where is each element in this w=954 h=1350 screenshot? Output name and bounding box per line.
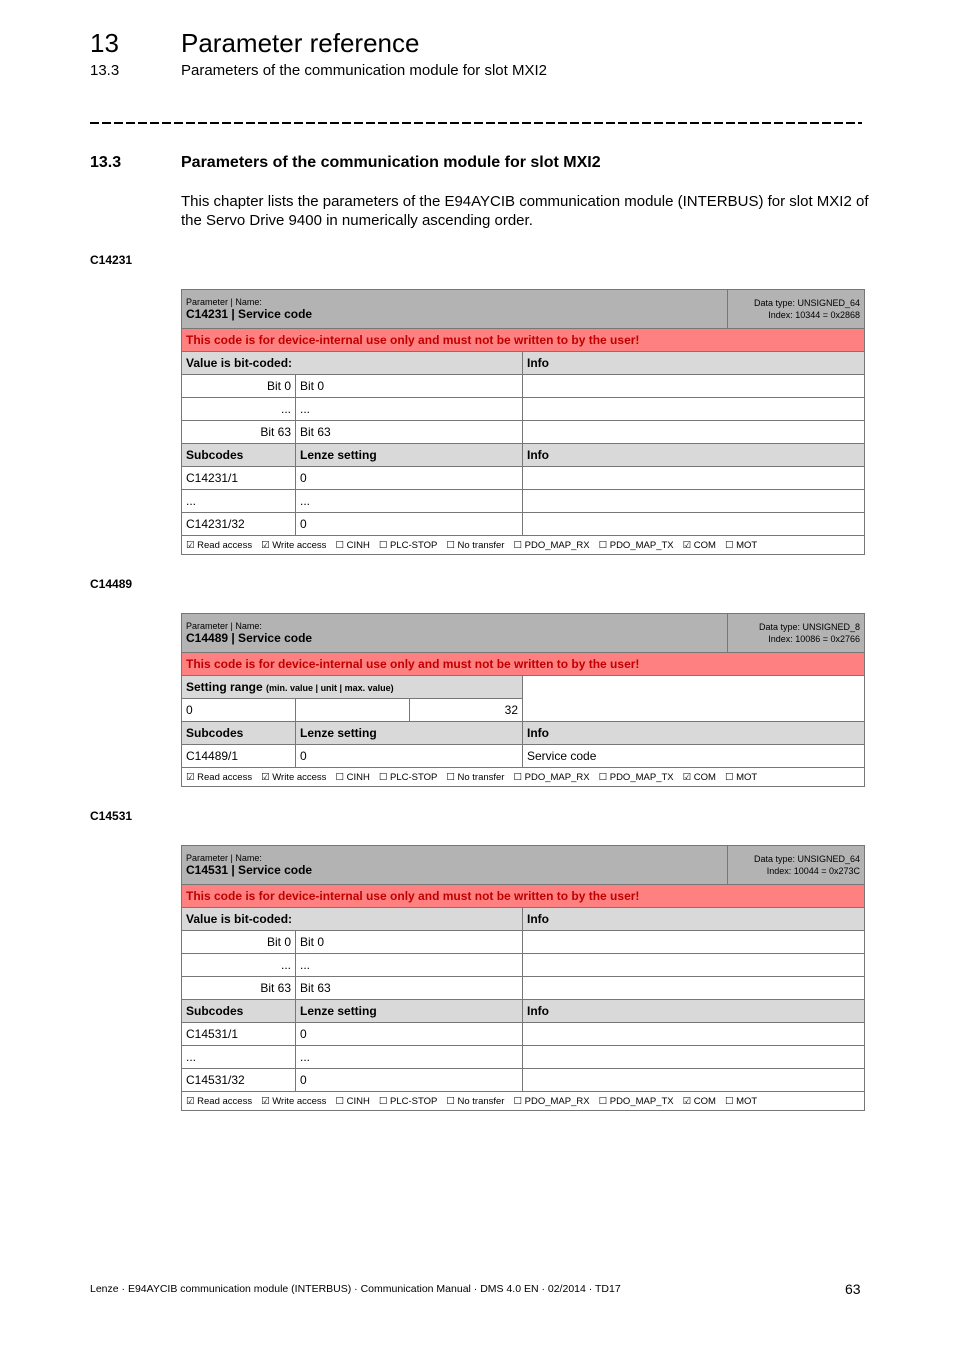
value-bitcoded-header: Value is bit-coded: [182, 908, 523, 931]
flag-pdo-map-rx: ☐ PDO_MAP_RX [513, 771, 590, 783]
info-header: Info [523, 1000, 865, 1023]
subcode: C14231/32 [182, 513, 296, 536]
data-type: Data type: UNSIGNED_64 [754, 854, 861, 864]
bit-label: ... [182, 398, 296, 421]
bit-info [523, 421, 865, 444]
param-name-cell [182, 290, 728, 329]
index: Index: 10086 = 0x2766 [768, 634, 861, 644]
param-name-cell [182, 846, 728, 885]
flag-pdo-map-tx: ☐ PDO_MAP_TX [598, 1095, 674, 1107]
flag-write-access: ☑ Write access [261, 771, 327, 783]
section-title-header: Parameters of the communication module for slot MXI2 [181, 62, 547, 79]
flag-cinh: ☐ CINH [335, 539, 370, 551]
code-heading-c14531: C14531 [90, 809, 133, 823]
lenze-setting: 0 [296, 1023, 523, 1046]
lenze-setting: 0 [296, 467, 523, 490]
code-heading-c14489: C14489 [90, 577, 133, 591]
flag-cinh: ☐ CINH [335, 1095, 370, 1107]
index: Index: 10044 = 0x273C [766, 866, 861, 876]
info-header: Info [523, 444, 865, 467]
footer-text: Lenze · E94AYCIB communication module (INTERBUS) · Communication Manual · DMS 4.0 EN · 02/2014 · TD17 [90, 1283, 621, 1295]
param-name: C14231 | Service code [186, 307, 313, 321]
section-number: 13.3 [90, 154, 122, 171]
bit-label: Bit 63 [182, 977, 296, 1000]
param-table-c14489 [181, 613, 865, 787]
bit-value: Bit 63 [296, 421, 523, 444]
flag-pdo-map-rx: ☐ PDO_MAP_RX [513, 539, 590, 551]
code-heading-c14231: C14231 [90, 253, 133, 267]
flag-plc-stop: ☐ PLC-STOP [378, 1095, 438, 1107]
subcode: C14489/1 [182, 745, 296, 768]
param-name-label: Parameter | Name: [186, 853, 262, 863]
subcodes-header: Subcodes [182, 1000, 296, 1023]
flag-pdo-map-tx: ☐ PDO_MAP_TX [598, 539, 674, 551]
warning-row: This code is for device-internal use only and must not be written to by the user! [182, 329, 865, 352]
flag-no-transfer: ☐ No transfer [446, 1095, 505, 1107]
bit-info [523, 977, 865, 1000]
access-flags [182, 536, 865, 555]
bit-label: Bit 63 [182, 421, 296, 444]
setting-range-header [182, 676, 523, 699]
flag-mot: ☐ MOT [724, 539, 758, 551]
flag-mot: ☐ MOT [724, 771, 758, 783]
setting-range-label: Setting range [186, 680, 263, 694]
bit-info [523, 375, 865, 398]
lenze-setting-header: Lenze setting [296, 444, 523, 467]
range-unit [296, 699, 410, 722]
flag-com: ☑ COM [682, 1095, 716, 1107]
subcode-info: Service code [523, 745, 865, 768]
bit-info [523, 398, 865, 421]
lenze-setting: 0 [296, 513, 523, 536]
param-name-label: Parameter | Name: [186, 621, 262, 631]
intro-paragraph: This chapter lists the parameters of the E94AYCIB communication module (INTERBUS) for slot MXI2 of the Servo Drive 9400 in numerically ascending order. [181, 193, 869, 229]
access-flags [182, 768, 865, 787]
bit-value: ... [296, 398, 523, 421]
subcode-info [523, 490, 865, 513]
info-header: Info [523, 352, 865, 375]
data-type-cell [728, 290, 865, 329]
section-number-header: 13.3 [90, 62, 120, 79]
flag-read-access: ☑ Read access [186, 771, 253, 783]
warning-row: This code is for device-internal use only and must not be written to by the user! [182, 653, 865, 676]
bit-value: ... [296, 954, 523, 977]
lenze-setting: ... [296, 1046, 523, 1069]
subcodes-header: Subcodes [182, 722, 296, 745]
warning-row: This code is for device-internal use only and must not be written to by the user! [182, 885, 865, 908]
flag-write-access: ☑ Write access [261, 1095, 327, 1107]
info-header: Info [523, 722, 865, 745]
flag-cinh: ☐ CINH [335, 771, 370, 783]
param-name: C14489 | Service code [186, 631, 313, 645]
flag-plc-stop: ☐ PLC-STOP [378, 771, 438, 783]
access-flags [182, 1092, 865, 1111]
data-type-cell [728, 846, 865, 885]
flag-plc-stop: ☐ PLC-STOP [378, 539, 438, 551]
subcode: C14231/1 [182, 467, 296, 490]
subcodes-header: Subcodes [182, 444, 296, 467]
param-name-label: Parameter | Name: [186, 297, 262, 307]
subcode: C14531/32 [182, 1069, 296, 1092]
subcode-info [523, 1023, 865, 1046]
bit-value: Bit 0 [296, 375, 523, 398]
bit-label: ... [182, 954, 296, 977]
section-title: Parameters of the communication module for slot MXI2 [181, 154, 601, 171]
bit-value: Bit 0 [296, 931, 523, 954]
range-min: 0 [182, 699, 296, 722]
header-divider [90, 110, 862, 124]
flag-no-transfer: ☐ No transfer [446, 539, 505, 551]
flag-com: ☑ COM [682, 771, 716, 783]
flag-mot: ☐ MOT [724, 1095, 758, 1107]
param-table-c14231 [181, 289, 865, 555]
bit-label: Bit 0 [182, 931, 296, 954]
page-number: 63 [845, 1281, 861, 1297]
info-header: Info [523, 908, 865, 931]
flag-pdo-map-rx: ☐ PDO_MAP_RX [513, 1095, 590, 1107]
lenze-setting-header: Lenze setting [296, 1000, 523, 1023]
subcode-info [523, 1069, 865, 1092]
value-bitcoded-header: Value is bit-coded: [182, 352, 523, 375]
subcode-info [523, 467, 865, 490]
setting-range-info [523, 676, 865, 722]
flag-pdo-map-tx: ☐ PDO_MAP_TX [598, 771, 674, 783]
bit-info [523, 954, 865, 977]
flag-read-access: ☑ Read access [186, 539, 253, 551]
lenze-setting: 0 [296, 745, 523, 768]
setting-range-hint: (min. value | unit | max. value) [266, 683, 394, 693]
bit-value: Bit 63 [296, 977, 523, 1000]
bit-info [523, 931, 865, 954]
subcode-info [523, 513, 865, 536]
flag-write-access: ☑ Write access [261, 539, 327, 551]
data-type-cell [728, 614, 865, 653]
subcode: ... [182, 1046, 296, 1069]
lenze-setting: 0 [296, 1069, 523, 1092]
subcode-info [523, 1046, 865, 1069]
lenze-setting: ... [296, 490, 523, 513]
data-type: Data type: UNSIGNED_8 [759, 622, 861, 632]
chapter-number: 13 [90, 28, 119, 58]
flag-no-transfer: ☐ No transfer [446, 771, 505, 783]
flag-read-access: ☑ Read access [186, 1095, 253, 1107]
param-name-cell [182, 614, 728, 653]
param-table-c14531 [181, 845, 865, 1111]
index: Index: 10344 = 0x2868 [768, 310, 861, 320]
data-type: Data type: UNSIGNED_64 [754, 298, 861, 308]
bit-label: Bit 0 [182, 375, 296, 398]
chapter-title: Parameter reference [181, 28, 420, 58]
flag-com: ☑ COM [682, 539, 716, 551]
subcode: C14531/1 [182, 1023, 296, 1046]
subcode: ... [182, 490, 296, 513]
range-max: 32 [410, 699, 523, 722]
lenze-setting-header: Lenze setting [296, 722, 523, 745]
param-name: C14531 | Service code [186, 863, 313, 877]
